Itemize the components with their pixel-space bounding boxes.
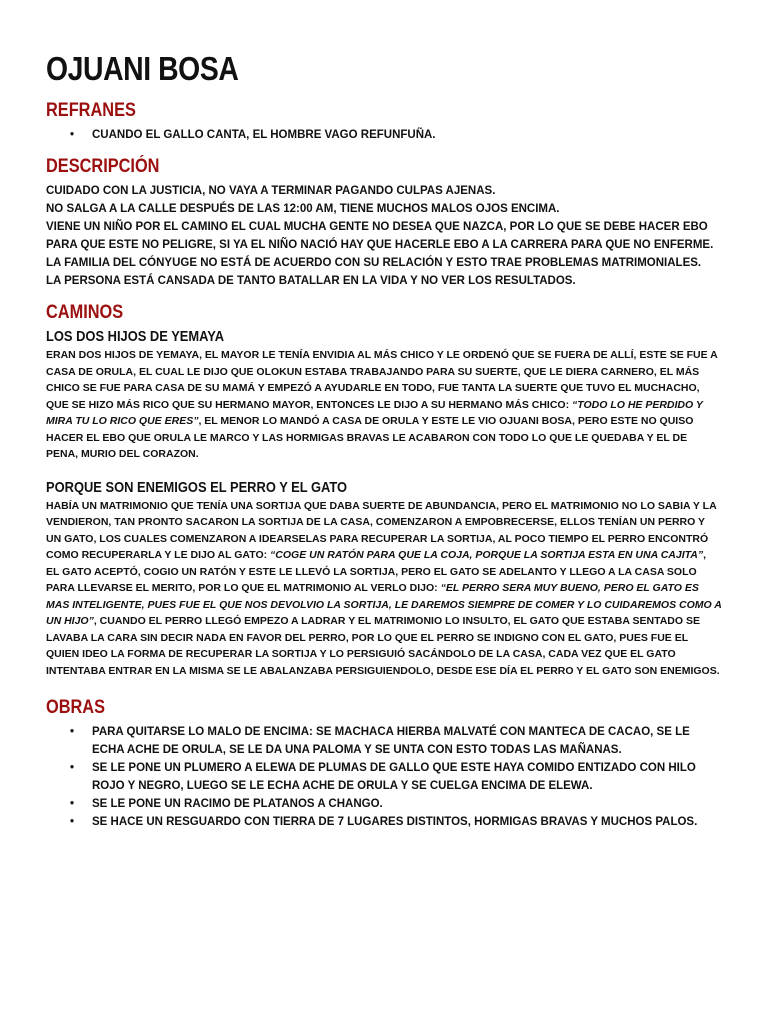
story-text: [46, 498, 722, 680]
story-text-part: HABÍA UN MATRIMONIO QUE TENÍA UNA SORTIJA QUE DABA SUERTE DE ABUNDANCIA, PERO EL MATRIMONIO NO LO SABIA Y LA VENDIERON, TAN PRONTO SACARON LA SORTIJA DE LA CASA, COMENZARON A EMPOBRECERSE, ELLOS TENÍAN UN PERRO Y UN GATO, LOS CUALES COMENZARON A IDEARSELAS PARA RECUPERAR LA SORTIJA, AL POCO TIEMPO EL PERRO ENCONTRÓ COMO RECUPERARLA Y LE DIJO AL GATO:: [46, 499, 717, 561]
refran-item: • CUANDO EL GALLO CANTA, EL HOMBRE VAGO REFUNFUÑA.: [46, 126, 722, 144]
story-text-part: , EL MENOR LO MANDÓ A CASA DE ORULA Y ESTE LE VIO OJUANI BOSA, PERO ESTE NO QUISO HACER EL EBO QUE ORULA LE MARCO Y LAS HORMIGAS BRAVAS LE ACABARON CON TODO LO QUE LE QUEDABA Y EL DE PENA, MURIO DEL CORAZON.: [46, 415, 694, 460]
story-quote: “TODO LO HE PERDIDO Y MIRA TU LO RICO QUE ERES”: [46, 398, 703, 427]
story-text-part: ERAN DOS HIJOS DE YEMAYA, EL MAYOR LE TENÍA ENVIDIA AL MÁS CHICO Y LE ORDENÓ QUE SE FUERA DE ALLÍ, ESTE SE FUE A CASA DE ORULA, EL CUAL LE DIJO QUE OLOKUN ESTABA TRABAJANDO PARA SU SUERTE, QUE LE DIERA CARNERO, EL MÁS CHICO SE FUE PARA CASA DE SU MAMÁ Y EMPEZÓ A AYUDARLE EN TODO, FUE TANTA LA SUERTE QUE TUVO EL MUCHACHO, QUE SE HIZO MÁS RICO QUE SU HERMANO MAYOR, ENTONCES LE DIJO A SU HERMANO MÁS CHICO:: [46, 349, 718, 411]
refranes-heading: REFRANES: [46, 100, 136, 121]
page-title: OJUANI BOSA: [46, 50, 239, 87]
obra-item: • SE LE PONE UN RACIMO DE PLATANOS A CHANGO.: [46, 795, 722, 813]
camino-story: [46, 479, 722, 680]
story-text-part: , CUANDO EL PERRO LLEGÓ EMPEZO A LADRAR Y EL MATRIMONIO LO INSULTO, EL GATO QUE ESTABA SENTADO SE LAVABA LA CARA SIN DECIR NADA EN FAVOR DEL PERRO, POR LO QUE EL PERRO SE INDIGNO CON EL GATO, PUES FUE EL QUIEN IDEO LA FORMA DE RECUPERAR LA SORTIJA Y LO PERSIGUIÓ SACÁNDOLO DE LA CASA, CADA VEZ QUE EL GATO INTENTABA ENTRAR EN LA MISMA SE LE ABALANZABA PERSIGUIENDOLO, DESDE ESE DÍA EL PERRO Y EL GATO SON ENEMIGOS.: [46, 615, 720, 677]
story-quote: “COGE UN RATÓN PARA QUE LA COJA, PORQUE LA SORTIJA ESTA EN UNA CAJITA”: [270, 549, 704, 561]
descripcion-line: LA PERSONA ESTÁ CANSADA DE TANTO BATALLAR EN LA VIDA Y NO VER LOS RESULTADOS.: [46, 275, 576, 287]
refranes-section: [46, 100, 722, 144]
story-title: PORQUE SON ENEMIGOS EL PERRO Y EL GATO: [46, 478, 348, 496]
descripcion-line: LA FAMILIA DEL CÓNYUGE NO ESTÁ DE ACUERDO CON SU RELACIÓN Y ESTO TRAE PROBLEMAS MATRIMONIALES.: [46, 257, 702, 269]
descripcion-heading: DESCRIPCIÓN: [46, 156, 160, 177]
story-text-part: , EL GATO ACEPTÓ, COGIO UN RATÓN Y ESTE LE LLEVÓ LA SORTIJA, PERO EL GATO SE ADELANTO Y LLEGO A LA CASA SOLO PARA LLEVARSE EL MERITO, POR LO QUE EL MATRIMONIO AL VERLO DIJO:: [46, 549, 707, 594]
caminos-heading: CAMINOS: [46, 302, 124, 323]
camino-story: [46, 328, 722, 463]
descripcion-section: [46, 156, 722, 290]
story-title: LOS DOS HIJOS DE YEMAYA: [46, 328, 225, 345]
descripcion-line: VIENE UN NIÑO POR EL CAMINO EL CUAL MUCHA GENTE NO DESEA QUE NAZCA, POR LO QUE SE DEBE HACER EBO PARA QUE ESTE NO PELIGRE, SI YA EL NIÑO NACIÓ HAY QUE HACERLE EBO A LA CARRERA PARA QUE NO ENFERME.: [46, 221, 714, 251]
obra-item: • SE HACE UN RESGUARDO CON TIERRA DE 7 LUGARES DISTINTOS, HORMIGAS BRAVAS Y MUCHOS PALOS.: [46, 813, 722, 831]
descripcion-line: NO SALGA A LA CALLE DESPUÉS DE LAS 12:00 AM, TIENE MUCHOS MALOS OJOS ENCIMA.: [46, 203, 560, 215]
story-text: [46, 347, 722, 463]
descripcion-line: CUIDADO CON LA JUSTICIA, NO VAYA A TERMINAR PAGANDO CULPAS AJENAS.: [46, 185, 496, 197]
obra-item: • PARA QUITARSE LO MALO DE ENCIMA: SE MACHACA HIERBA MALVATÉ CON MANTECA DE CACAO, SE LE ECHA ACHE DE ORULA, SE LE DA UNA PALOMA Y SE UNTA CON ESTO TODAS LAS MAÑANAS.: [46, 723, 722, 759]
story-quote: “EL PERRO SERA MUY BUENO, PERO EL GATO ES MAS INTELIGENTE, PUES FUE EL QUE NOS DEVOLVIO LA SORTIJA, LE DAREMOS SIEMPRE DE COMER Y LO CUIDAREMOS COMO A UN HIJO”: [46, 582, 722, 627]
obras-heading: OBRAS: [46, 697, 106, 718]
caminos-section: [46, 302, 722, 679]
obra-item: • SE LE PONE UN PLUMERO A ELEWA DE PLUMAS DE GALLO QUE ESTE HAYA COMIDO ENTIZADO CON HILO ROJO Y NEGRO, LUEGO SE LE ECHA ACHE DE ORULA Y SE CUELGA ENCIMA DE ELEWA.: [46, 759, 722, 795]
refranes-list: [46, 126, 722, 144]
obras-list: [46, 723, 722, 831]
obras-section: [46, 697, 722, 831]
